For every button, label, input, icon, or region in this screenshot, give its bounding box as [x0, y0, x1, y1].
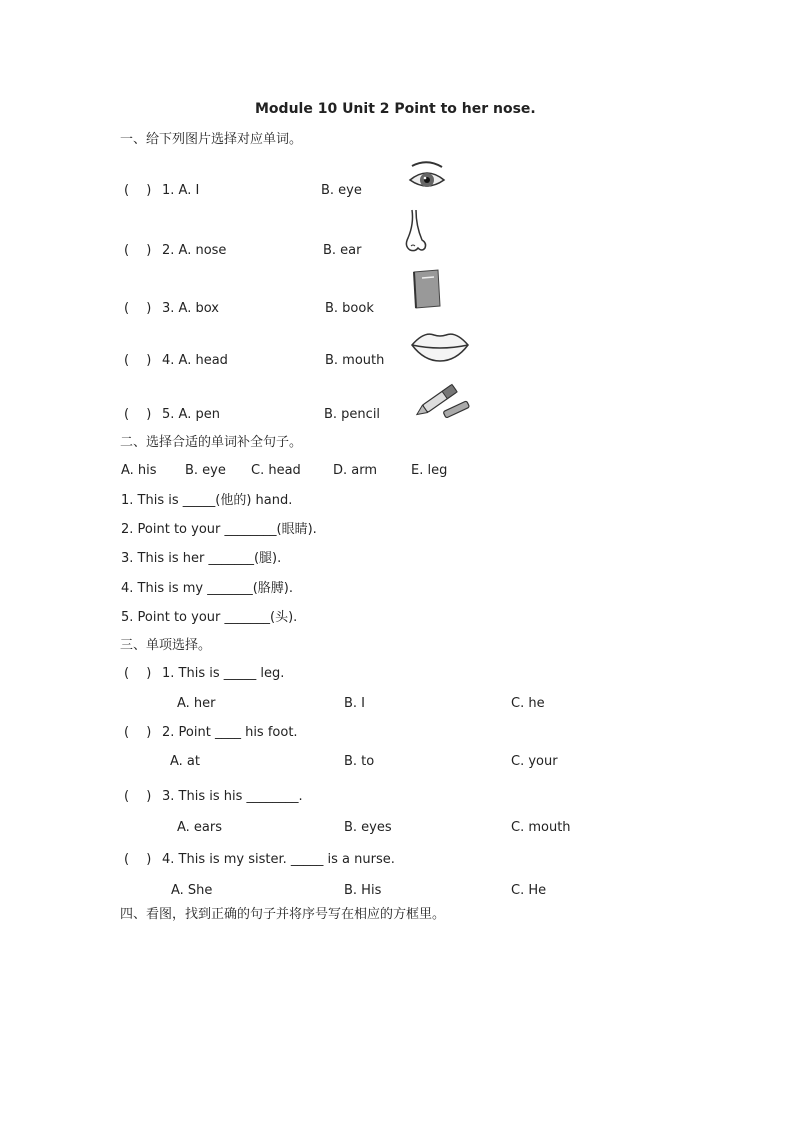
word-option: D. arm: [333, 463, 378, 478]
pen-pencil-icon: [412, 378, 476, 424]
option-b: B. eye: [321, 183, 362, 198]
choice-a: A. She: [171, 883, 213, 898]
choice-b: B. I: [344, 696, 366, 711]
section2-heading: 二、选择合适的单词补全句子。: [120, 435, 303, 450]
question-stem: 4. This is my sister. _____ is a nurse.: [162, 852, 395, 867]
choice-c: C. He: [511, 883, 547, 898]
answer-bracket: ( ): [124, 407, 152, 422]
fill-sentence: 5. Point to your _______(头).: [121, 610, 298, 625]
answer-bracket: ( ): [124, 666, 152, 681]
option-a: 2. A. nose: [162, 243, 227, 258]
option-b: B. pencil: [324, 407, 381, 422]
book-icon: [410, 268, 442, 310]
answer-bracket: ( ): [124, 301, 152, 316]
answer-bracket: ( ): [124, 852, 152, 867]
section1-heading: 一、给下列图片选择对应单词。: [120, 132, 303, 147]
fill-sentence: 2. Point to your ________(眼睛).: [121, 522, 317, 537]
choice-b: B. to: [344, 754, 375, 769]
question-stem: 2. Point ____ his foot.: [162, 725, 298, 740]
answer-bracket: ( ): [124, 353, 152, 368]
option-b: B. mouth: [325, 353, 385, 368]
question-stem: 1. This is _____ leg.: [162, 666, 285, 681]
question-stem: 3. This is his ________.: [162, 789, 303, 804]
choice-b: B. eyes: [344, 820, 392, 835]
option-a: 4. A. head: [162, 353, 228, 368]
option-a: 1. A. I: [162, 183, 200, 198]
choice-a: A. at: [170, 754, 200, 769]
option-a: 5. A. pen: [162, 407, 220, 422]
option-b: B. ear: [323, 243, 362, 258]
answer-bracket: ( ): [124, 243, 152, 258]
fill-sentence: 3. This is her _______(腿).: [121, 551, 282, 566]
choice-a: A. ears: [177, 820, 223, 835]
answer-bracket: ( ): [124, 725, 152, 740]
option-b: B. book: [325, 301, 374, 316]
choice-c: C. mouth: [511, 820, 571, 835]
answer-bracket: ( ): [124, 789, 152, 804]
choice-c: C. he: [511, 696, 545, 711]
choice-c: C. your: [511, 754, 558, 769]
section4-heading: 四、看图，找到正确的句子并将序号写在相应的方框里。: [120, 907, 446, 922]
option-a: 3. A. box: [162, 301, 219, 316]
section3-heading: 三、单项选择。: [120, 638, 212, 653]
fill-sentence: 4. This is my _______(胳膊).: [121, 581, 294, 596]
word-option: B. eye: [185, 463, 226, 478]
nose-icon: [402, 208, 428, 254]
eye-icon: [408, 160, 446, 196]
fill-sentence: 1. This is _____(他的) hand.: [121, 493, 293, 508]
choice-a: A. her: [177, 696, 216, 711]
word-option: E. leg: [411, 463, 448, 478]
mouth-icon: [410, 327, 470, 363]
page-title: Module 10 Unit 2 Point to her nose.: [255, 101, 536, 117]
word-option: A. his: [121, 463, 157, 478]
choice-b: B. His: [344, 883, 382, 898]
word-option: C. head: [251, 463, 301, 478]
answer-bracket: ( ): [124, 183, 152, 198]
